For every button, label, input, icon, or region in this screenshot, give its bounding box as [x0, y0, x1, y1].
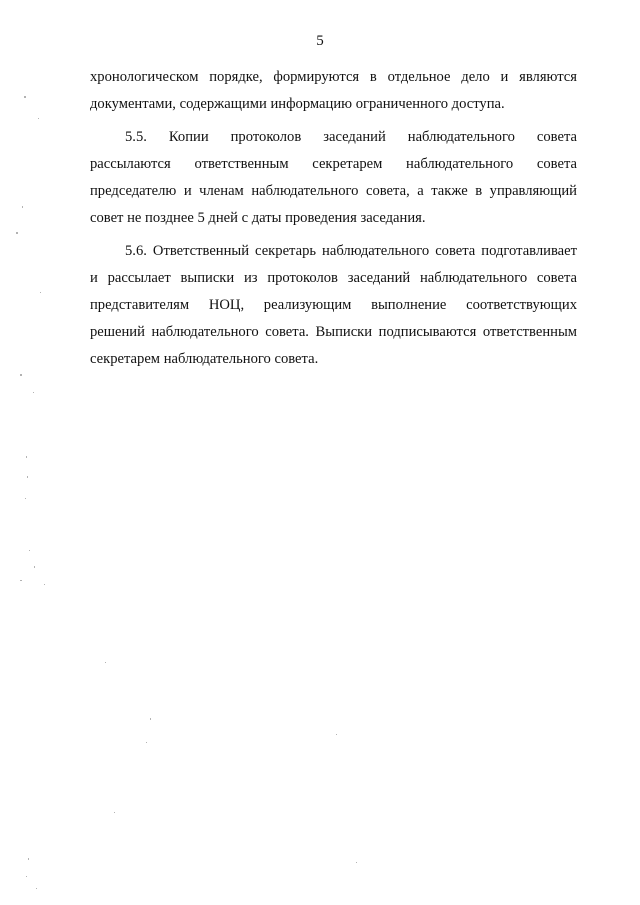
text-line: совет не позднее 5 дней с даты проведения заседания. [90, 210, 426, 226]
scan-speck [27, 476, 28, 478]
text-line: председателю и членам наблюдательного совета, а также в управляющий [90, 183, 577, 199]
scan-speck [34, 566, 35, 568]
paragraph-5-6 [90, 238, 577, 373]
scan-speck [28, 858, 29, 860]
text-line: решений наблюдательного совета. Выписки подписываются ответственным [90, 324, 577, 340]
scan-speck [114, 812, 115, 813]
scan-speck [20, 580, 22, 581]
scan-speck [105, 662, 106, 663]
text-line: документами, содержащими информацию ограниченного доступа. [90, 96, 505, 112]
text-line: и рассылает выписки из протоколов заседаний наблюдательного совета [90, 270, 577, 286]
text-line: хронологическом порядке, формируются в отдельное дело и являются [90, 69, 577, 85]
scan-speck [36, 888, 37, 889]
scan-speck [146, 742, 147, 743]
scan-speck [29, 550, 30, 551]
document-body [90, 64, 577, 373]
scan-speck [33, 392, 34, 393]
scan-speck [25, 498, 26, 499]
scan-speck [26, 876, 27, 877]
text-line: рассылаются ответственным секретарем наблюдательного совета [90, 156, 577, 172]
page-number: 5 [316, 33, 324, 49]
scan-speck [150, 718, 151, 720]
scan-speck [336, 734, 337, 735]
paragraph-5-5 [90, 124, 577, 232]
scan-speck [22, 206, 23, 208]
scan-speck [40, 292, 41, 293]
scan-speck [44, 584, 45, 585]
scan-speck [26, 456, 27, 458]
text-line: 5.6. Ответственный секретарь наблюдательного совета подготавливает [125, 243, 577, 259]
text-line: 5.5. Копии протоколов заседаний наблюдательного совета [125, 129, 577, 145]
scan-speck [24, 96, 26, 98]
text-line: секретарем наблюдательного совета. [90, 351, 319, 367]
scan-speck [38, 118, 39, 119]
scan-speck [16, 232, 18, 234]
scan-speck [20, 374, 22, 376]
scan-speck [356, 862, 357, 863]
paragraph-continuation [90, 64, 577, 118]
text-line: представителям НОЦ, реализующим выполнение соответствующих [90, 297, 577, 313]
